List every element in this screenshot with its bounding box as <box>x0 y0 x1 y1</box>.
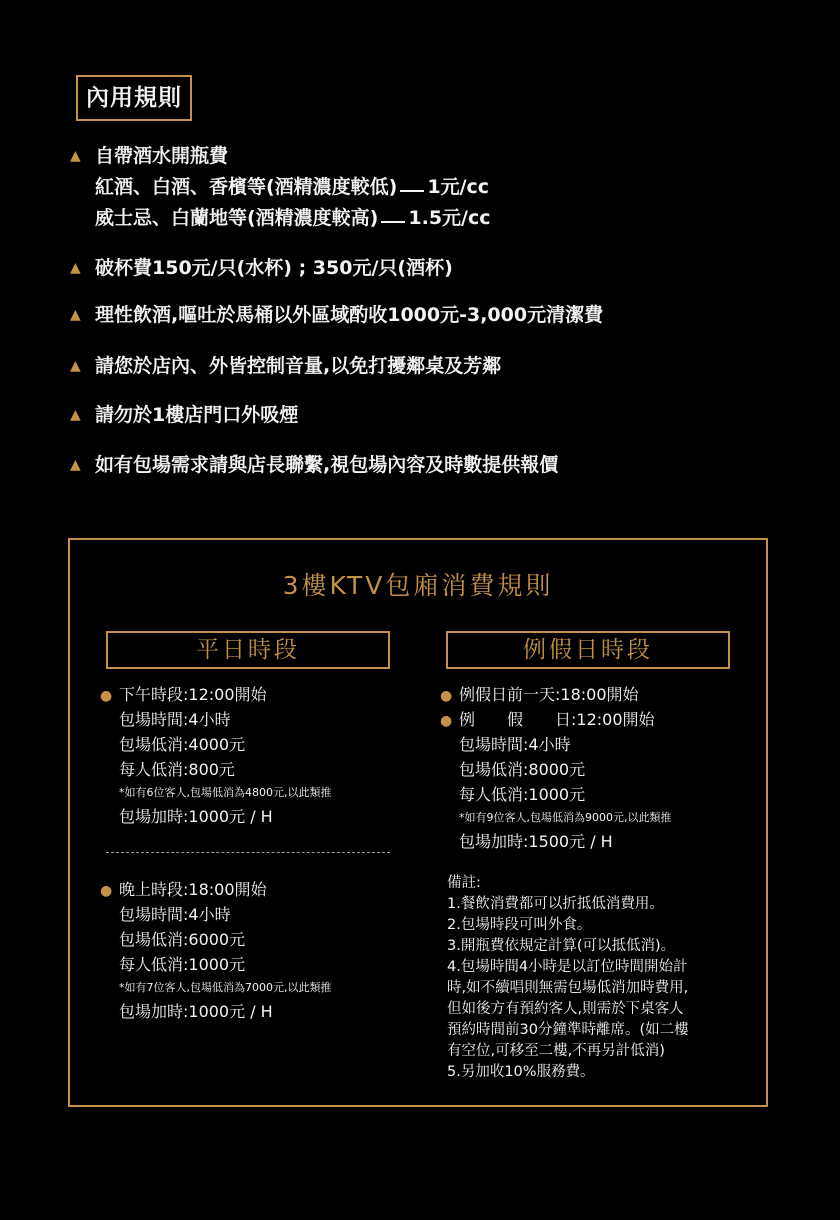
remarks-line: 3.開瓶費依規定計算(可以抵低消)。 <box>447 938 676 954</box>
weekday-evening-min: 包場低消:6000元 <box>119 930 246 949</box>
remarks-line: 時,如不續唱則無需包場低消加時費用, <box>447 980 689 996</box>
ktv-title: 3樓KTV包廂消費規則 <box>282 571 554 600</box>
triangle-bullet-icon: ▲ <box>70 148 81 164</box>
remarks-line: 但如後方有預約客人,則需於下桌客人 <box>447 1001 684 1017</box>
rule-cleaning-fee-text: 理性飲酒,嘔吐於馬桶以外區域酌收1000元-3,000元清潔費 <box>95 304 604 326</box>
weekday-afternoon-per-person: 每人低消:800元 <box>119 760 235 779</box>
remarks-line: 有空位,可移至二樓,不再另計低消) <box>447 1043 665 1059</box>
holiday-section <box>440 682 672 854</box>
remarks-line: 1.餐飲消費都可以折抵低消費用。 <box>447 896 664 912</box>
holiday-min: 包場低消:8000元 <box>459 760 586 779</box>
holiday-duration: 包場時間:4小時 <box>459 735 571 754</box>
rule-broken-glass <box>70 253 453 284</box>
weekday-afternoon-extra: 包場加時:1000元 / H <box>119 807 273 826</box>
weekday-evening-section <box>100 877 332 1024</box>
rule-corkage-price1: 1元/cc <box>427 176 490 198</box>
weekday-afternoon-title: 下午時段:12:00開始 <box>119 685 267 704</box>
remarks-line: 5.另加收10%服務費。 <box>447 1064 595 1080</box>
page-title: 內用規則 <box>76 75 192 121</box>
rule-volume <box>70 351 501 382</box>
holiday-eve-title: 例假日前一天:18:00開始 <box>459 685 639 704</box>
rule-corkage-line1: 紅酒、白酒、香檳等(酒精濃度較低) <box>95 176 398 198</box>
remarks-line: 2.包場時段可叫外食。 <box>447 917 592 933</box>
rule-no-smoking-text: 請勿於1樓店門口外吸煙 <box>95 404 299 426</box>
holiday-extra: 包場加時:1500元 / H <box>459 832 613 851</box>
weekday-evening-per-person: 每人低消:1000元 <box>119 955 246 974</box>
holiday-per-person: 每人低消:1000元 <box>459 785 586 804</box>
holiday-day-title: 例 假 日:12:00開始 <box>459 710 655 729</box>
rule-corkage-line2: 威士忌、白蘭地等(酒精濃度較高) <box>95 207 379 229</box>
weekday-evening-title: 晚上時段:18:00開始 <box>119 880 267 899</box>
rule-broken-glass-text: 破杯費150元/只(水杯) ; 350元/只(酒杯) <box>95 257 453 279</box>
dot-bullet-icon: ● <box>100 688 113 704</box>
triangle-bullet-icon: ▲ <box>70 260 81 276</box>
weekday-afternoon-section <box>100 682 332 829</box>
triangle-bullet-icon: ▲ <box>70 358 81 374</box>
dot-bullet-icon: ● <box>100 883 113 899</box>
weekday-evening-duration: 包場時間:4小時 <box>119 905 231 924</box>
divider-line <box>400 190 424 192</box>
weekday-afternoon-note: *如有6位客人,包場低消為4800元,以此類推 <box>119 786 332 799</box>
triangle-bullet-icon: ▲ <box>70 307 81 323</box>
rule-corkage-title: 自帶酒水開瓶費 <box>95 145 229 167</box>
dot-bullet-icon: ● <box>440 688 453 704</box>
holiday-header: 例假日時段 <box>446 631 730 669</box>
remarks-line: 預約時間前30分鐘準時離席。(如二樓 <box>447 1022 689 1038</box>
triangle-bullet-icon: ▲ <box>70 457 81 473</box>
dashed-divider <box>106 852 390 853</box>
weekday-header: 平日時段 <box>106 631 390 669</box>
remarks-label: 備註: <box>447 875 481 891</box>
rule-corkage <box>70 141 491 234</box>
holiday-note: *如有9位客人,包場低消為9000元,以此類推 <box>459 811 672 824</box>
remarks-block <box>447 873 737 1083</box>
dot-bullet-icon: ● <box>440 713 453 729</box>
triangle-bullet-icon: ▲ <box>70 407 81 423</box>
remarks-line: 4.包場時間4小時是以訂位時間開始計 <box>447 959 688 975</box>
weekday-evening-extra: 包場加時:1000元 / H <box>119 1002 273 1021</box>
rule-corkage-price2: 1.5元/cc <box>408 207 491 229</box>
rule-private-booking <box>70 450 558 481</box>
ktv-rules-panel <box>68 538 768 1107</box>
rule-no-smoking <box>70 400 298 431</box>
rule-cleaning-fee <box>70 300 603 331</box>
weekday-afternoon-duration: 包場時間:4小時 <box>119 710 231 729</box>
divider-line <box>381 221 405 223</box>
rule-private-booking-text: 如有包場需求請與店長聯繫,視包場內容及時數提供報價 <box>95 454 559 476</box>
weekday-evening-note: *如有7位客人,包場低消為7000元,以此類推 <box>119 981 332 994</box>
weekday-afternoon-min: 包場低消:4000元 <box>119 735 246 754</box>
rule-volume-text: 請您於店內、外皆控制音量,以免打擾鄰桌及芳鄰 <box>95 355 502 377</box>
